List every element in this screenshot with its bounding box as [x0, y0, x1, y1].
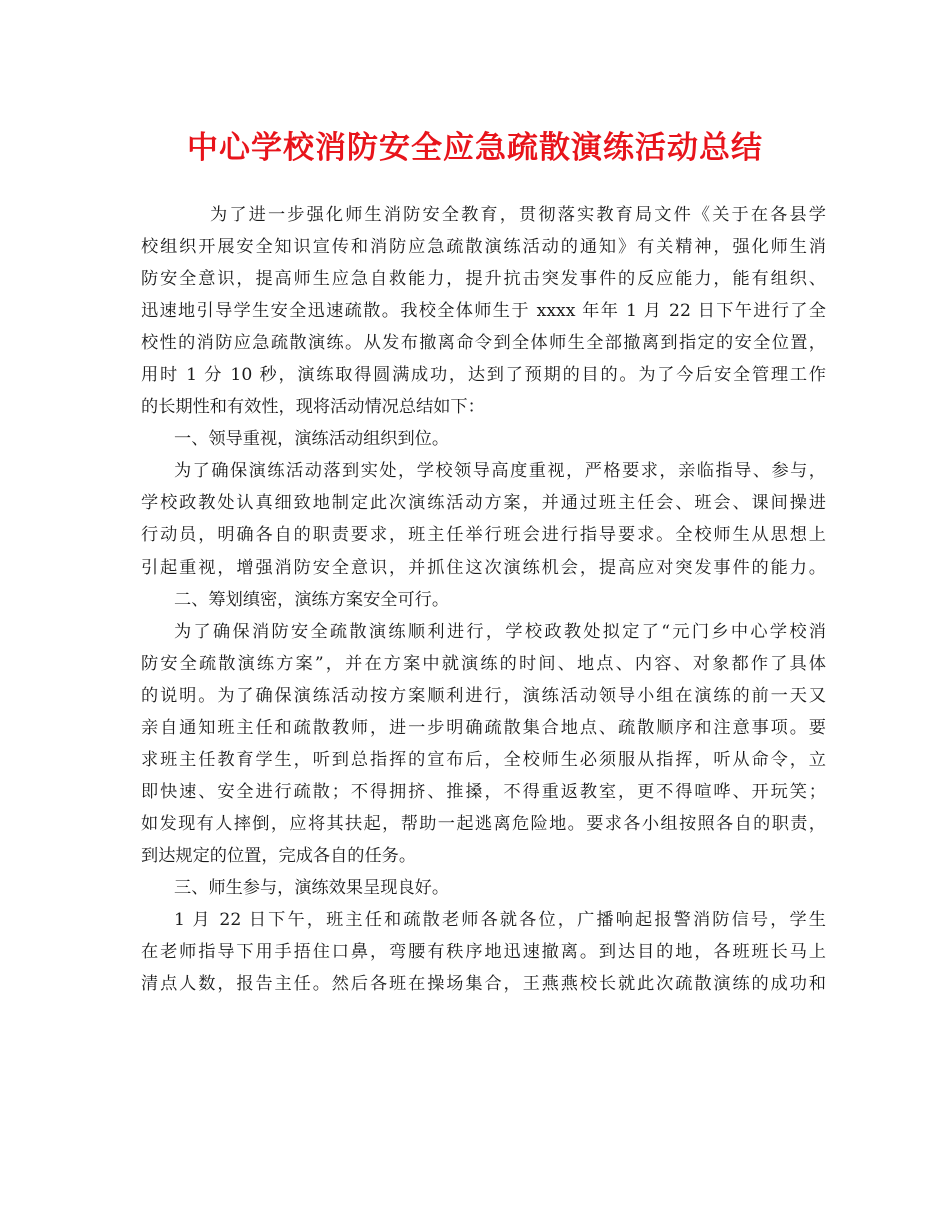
paragraph-line: 防安全意识，提高师生应急自救能力，提升抗击突发事件的反应能力，能有组织、 [141, 269, 826, 290]
document-body [141, 199, 826, 1000]
paragraph-line: 到达规定的位置，完成各自的任务。 [141, 845, 417, 866]
paragraph-line: 校组织开展安全知识宣传和消防应急疏散演练活动的通知》有关精神，强化师生消 [141, 237, 826, 258]
paragraph-line: 亲自通知班主任和疏散教师，进一步明确疏散集合地点、疏散顺序和注意事项。要 [141, 717, 826, 738]
section-heading: 一、领导重视，演练活动组织到位。 [174, 429, 450, 450]
paragraph-line: 迅速地引导学生安全迅速疏散。我校全体师生于 xxxx 年年 1 月 22 日下午进行了全 [141, 301, 826, 322]
paragraph-line: 为了确保演练活动落到实处，学校领导高度重视，严格要求，亲临指导、参与， [174, 461, 826, 482]
paragraph-line: 校性的消防应急疏散演练。从发布撤离命令到全体师生全部撤离到指定的安全位置， [141, 333, 826, 354]
document-title: 中心学校消防安全应急疏散演练活动总结 [187, 130, 763, 166]
paragraph-line: 的说明。为了确保演练活动按方案顺利进行，演练活动领导小组在演练的前一天又 [141, 685, 826, 706]
paragraph-line: 学校政教处认真细致地制定此次演练活动方案，并通过班主任会、班会、课间操进 [141, 493, 826, 514]
paragraph-line: 1 月 22 日下午，班主任和疏散老师各就各位，广播响起报警消防信号，学生 [174, 910, 826, 931]
section-heading: 三、师生参与，演练效果呈现良好。 [174, 877, 450, 898]
paragraph-line: 用时 1 分 10 秒，演练取得圆满成功，达到了预期的目的。为了今后安全管理工作 [141, 365, 826, 386]
paragraph-line: 为了确保消防安全疏散演练顺利进行，学校政教处拟定了“元门乡中心学校消 [174, 621, 826, 642]
paragraph-line: 如发现有人摔倒，应将其扶起，帮助一起逃离危险地。要求各小组按照各自的职责， [141, 813, 826, 834]
paragraph-line: 引起重视，增强消防安全意识，并抓住这次演练机会，提高应对突发事件的能力。 [141, 557, 826, 578]
paragraph-line: 防安全疏散演练方案”，并在方案中就演练的时间、地点、内容、对象都作了具体 [141, 653, 826, 674]
paragraph-line: 在老师指导下用手捂住口鼻，弯腰有秩序地迅速撤离。到达目的地，各班班长马上 [141, 942, 826, 963]
paragraph-line: 清点人数，报告主任。然后各班在操场集合，王燕燕校长就此次疏散演练的成功和 [141, 974, 826, 995]
paragraph-line: 即快速、安全进行疏散；不得拥挤、推搡，不得重返教室，更不得喧哗、开玩笑； [141, 781, 826, 802]
paragraph-line: 求班主任教育学生，听到总指挥的宣布后，全校师生必须服从指挥，听从命令，立 [141, 749, 826, 770]
section-heading: 二、筹划缜密，演练方案安全可行。 [174, 589, 450, 610]
paragraph-line: 行动员，明确各自的职责要求，班主任举行班会进行指导要求。全校师生从思想上 [141, 525, 826, 546]
paragraph-line: 的长期性和有效性，现将活动情况总结如下： [141, 397, 485, 418]
paragraph-line: 为了进一步强化师生消防安全教育，贯彻落实教育局文件《关于在各县学 [210, 205, 826, 225]
